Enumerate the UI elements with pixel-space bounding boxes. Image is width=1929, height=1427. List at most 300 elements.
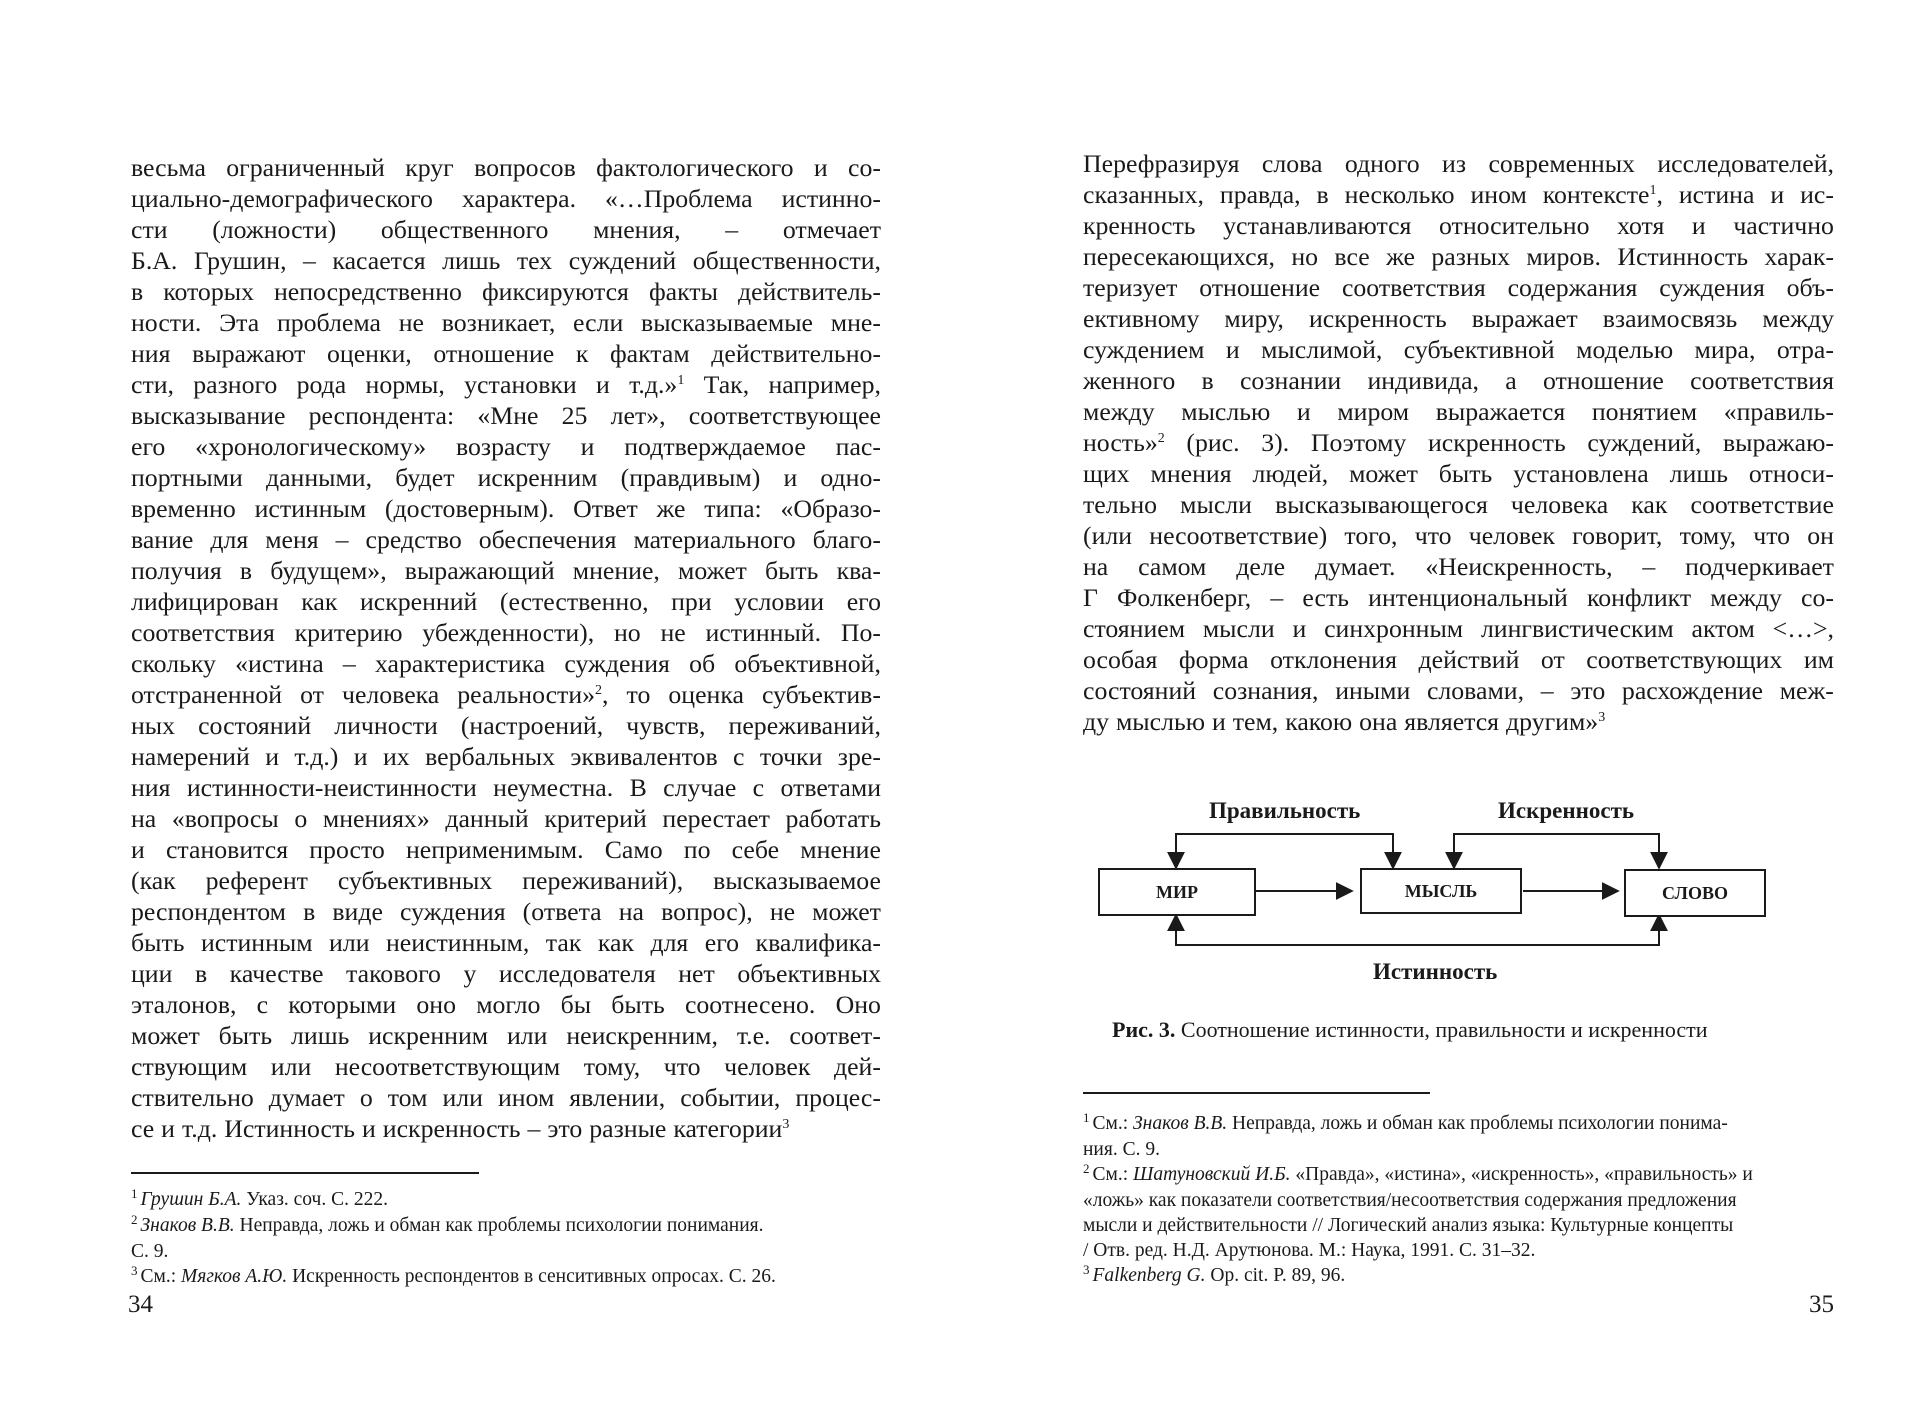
word: словами, (1426, 676, 1525, 705)
word: соответствия (1341, 273, 1486, 302)
footnote-marker: 3 (1598, 710, 1606, 725)
word: соответ- (789, 1021, 881, 1050)
word: мира, (1694, 335, 1756, 364)
word: искренний (359, 587, 478, 616)
word: Перефразируя (1083, 149, 1240, 178)
word: мнение (800, 835, 881, 864)
word: мнение, (572, 556, 660, 585)
word: с (733, 742, 745, 771)
word: для (210, 525, 249, 554)
word: временно (131, 494, 236, 523)
word: на (618, 897, 644, 926)
text-line (1083, 148, 1834, 179)
text-line (131, 307, 881, 338)
word: на (131, 804, 157, 833)
word: теризует (1083, 273, 1178, 302)
word: а (1505, 366, 1517, 395)
word: лишь (291, 1021, 350, 1050)
word: неприменимым. (405, 835, 584, 864)
word: получия (131, 556, 222, 585)
word: (или (1083, 521, 1133, 550)
word: его (846, 587, 881, 616)
text-line (1083, 458, 1834, 489)
word: оценки, (326, 339, 412, 368)
word: Фолкенберг, (1117, 583, 1252, 612)
word: на (1083, 552, 1109, 581)
text-line (131, 400, 881, 431)
word: синхронным (1324, 614, 1464, 643)
word: высказываемые (641, 308, 813, 337)
text-line (1083, 675, 1834, 706)
word: пересекающихся, (1083, 242, 1275, 271)
word: обеспечения (478, 525, 617, 554)
word: истинный. (705, 618, 822, 647)
word: соответствия (131, 618, 275, 647)
footnote-author: Знаков В.В. (1133, 1113, 1228, 1134)
word: – (1540, 676, 1554, 705)
arrow-correctness (1176, 834, 1393, 868)
word: суждений (568, 246, 677, 275)
word: тельно (1083, 490, 1158, 519)
word: от (1540, 645, 1565, 674)
word: становится (165, 835, 289, 864)
word: мыслью (1115, 707, 1206, 736)
word: сказанных, (1083, 180, 1204, 209)
footnote-number: 1 (131, 1186, 138, 1201)
word: переживаний, (728, 711, 881, 740)
box-world: МИР (1098, 868, 1256, 916)
word: критерию (294, 618, 403, 647)
word: ис- (1800, 180, 1834, 209)
footnote: мысли и действительности // Логический анализ языка: Культурные концепты (1083, 1215, 1734, 1236)
word: одно- (820, 463, 881, 492)
text-line (131, 183, 881, 214)
word: неистинным, (386, 928, 530, 957)
word: лингвистическим (1480, 614, 1674, 643)
word: вопросов (474, 153, 576, 182)
word: расхождение (1621, 676, 1764, 705)
word: разные (589, 1114, 667, 1143)
word: она (1359, 707, 1398, 736)
word: работать (785, 804, 881, 833)
word: эталонов, (131, 990, 237, 1019)
text-line (131, 989, 881, 1020)
word: иными (1335, 676, 1411, 705)
right-page (964, 0, 1929, 1427)
word: лифицирован (131, 587, 279, 616)
word: дей- (833, 1052, 881, 1081)
word: конфликт (1586, 583, 1692, 612)
word: Г (1083, 583, 1098, 612)
word: действительно- (711, 339, 881, 368)
word: данный (445, 804, 529, 833)
word: процес- (795, 1083, 881, 1112)
word: ответами (780, 773, 881, 802)
page-number: 35 (1809, 1291, 1834, 1318)
word: и (1292, 614, 1307, 643)
word: что (1414, 521, 1452, 550)
word: переживаний), (522, 866, 684, 895)
word: в (1316, 180, 1329, 209)
word: миром (1337, 397, 1410, 426)
word: может (1349, 459, 1418, 488)
word: подтверждаемое (624, 432, 806, 461)
text-line (131, 896, 881, 927)
word: соотнесено. (684, 990, 816, 1019)
word: факты (648, 277, 718, 306)
word: – (725, 215, 739, 244)
word: так (545, 928, 582, 957)
word: отношение (433, 339, 555, 368)
word: женного (1083, 366, 1176, 395)
text-line (1083, 241, 1834, 272)
word: – (527, 1114, 541, 1143)
word: т.д. (181, 1114, 218, 1143)
word: подчеркивает (1685, 552, 1834, 581)
word: истинно- (781, 184, 881, 213)
text-line (1083, 334, 1834, 365)
word: миров. (1526, 242, 1601, 271)
word: ции (131, 959, 173, 988)
word: одного (1344, 149, 1420, 178)
word: истинности-неистинности (186, 773, 477, 802)
word: или (442, 1083, 483, 1112)
word: современных (1488, 149, 1635, 178)
word: об (689, 649, 716, 678)
footnote: $^3$ См.: Мягков А.Ю. Искренность респондентов в сенситивных опросах. С. 26. (131, 1263, 776, 1287)
word: лишь (442, 246, 501, 275)
word: выражает (1471, 304, 1578, 333)
word: по (683, 835, 711, 864)
word: фактологического (596, 153, 794, 182)
word: касается (332, 246, 426, 275)
word: (естественно, (499, 587, 649, 616)
text-line (1083, 706, 1834, 737)
text-line (131, 214, 881, 245)
word: выражающий (404, 556, 555, 585)
word: Само (604, 835, 663, 864)
word: может (131, 1021, 200, 1050)
word: Эта (219, 308, 260, 337)
word: (настроений, (460, 711, 604, 740)
word: быть (131, 928, 185, 957)
footnote: $^1$ Грушин Б.А. Указ. соч. С. 222. (131, 1186, 388, 1210)
word: характера. (461, 184, 577, 213)
word: сознании (1239, 366, 1342, 395)
word: «Неискренность, (1425, 552, 1613, 581)
word: которых (163, 277, 254, 306)
text-line (1083, 520, 1834, 551)
word: ограниченный (226, 153, 385, 182)
word: может (678, 556, 747, 585)
word: и (1296, 397, 1311, 426)
word: слова (1261, 149, 1323, 178)
word: все (1334, 242, 1370, 271)
word: зре- (837, 742, 881, 771)
word: же (656, 494, 686, 523)
text-line (131, 586, 881, 617)
word: отмечает (782, 215, 881, 244)
text-line (1083, 272, 1834, 303)
word: типа: (704, 494, 762, 523)
word: условии (734, 587, 825, 616)
word: и (353, 742, 368, 771)
text-line (1083, 613, 1834, 644)
footnote-number: 3 (1083, 1262, 1090, 1277)
word: материального (633, 525, 796, 554)
word: объективной, (734, 649, 881, 678)
footnote: ния. С. 9. (1083, 1139, 1160, 1160)
word: 25 (561, 401, 588, 430)
word: просто (309, 835, 385, 864)
figure-caption (1112, 1017, 1708, 1043)
text-line (131, 648, 881, 679)
word: убежденности), (422, 618, 595, 647)
text-line (131, 276, 881, 307)
footnote-marker: 2 (1157, 431, 1165, 446)
text-line (1083, 551, 1834, 582)
left-footnotes (131, 1187, 881, 1290)
word: то (626, 680, 651, 709)
word: нет (678, 959, 715, 988)
footnote: $^2$ Знаков В.В. Неправда, ложь и обман как проблемы психологии понимания. (131, 1212, 764, 1236)
word: «Мне (477, 401, 539, 430)
text-line (131, 710, 881, 741)
word: и (265, 742, 280, 771)
word: исследователя (498, 959, 656, 988)
footnote-marker: 1 (677, 373, 685, 388)
text-line (131, 555, 881, 586)
word: быть (1438, 459, 1493, 488)
word: могло (476, 990, 541, 1019)
word: человек (724, 1052, 811, 1081)
word: намерений (131, 742, 250, 771)
word: искренность (1308, 304, 1447, 333)
footnote: «ложь» как показатели соответствия/несоответствия содержания предложения (1083, 1190, 1737, 1211)
word: тому, (1679, 521, 1737, 550)
word: щих (1083, 459, 1130, 488)
word: сти (131, 215, 168, 244)
word: действитель- (737, 277, 881, 306)
word: относительно (1438, 211, 1590, 240)
word: для (650, 928, 689, 957)
word: самом (1138, 552, 1207, 581)
text-line (1083, 179, 1834, 210)
word: высказываемое (713, 866, 881, 895)
word: со- (1801, 583, 1834, 612)
word: людей, (1252, 459, 1329, 488)
footnote: С. 9. (131, 1241, 169, 1262)
word: искренность (1427, 428, 1566, 457)
word: в (239, 556, 253, 585)
word: у (463, 959, 477, 988)
word: взаимосвязь (1602, 304, 1738, 333)
word: понятием (1591, 397, 1698, 426)
word: несколько (1344, 180, 1455, 209)
word: но (1291, 242, 1319, 271)
arrow-sincerity (1454, 834, 1659, 868)
word: ния (131, 773, 171, 802)
word: фиксируются (481, 277, 629, 306)
text-line (131, 772, 881, 803)
word: рода (296, 370, 347, 399)
word: действий (1418, 645, 1520, 674)
word: фактам (609, 339, 690, 368)
word: субъектив- (761, 680, 881, 709)
word: се (131, 1114, 155, 1143)
label-correctness: Правильность (1209, 798, 1361, 823)
word: с (752, 773, 765, 802)
word: его (131, 432, 166, 461)
footnote-marker: 2 (595, 683, 603, 698)
word: Б.А. (131, 246, 178, 275)
word: отстраненной (131, 680, 283, 709)
word: Истинность (1617, 242, 1749, 271)
word: личности (334, 711, 438, 740)
footnote-rule (1083, 1092, 1430, 1094)
word: в (303, 897, 316, 926)
word: респондента: (308, 401, 455, 430)
text-line (1083, 489, 1834, 520)
word: и (1225, 335, 1240, 364)
text-line (131, 152, 881, 183)
word: состояний (1083, 676, 1197, 705)
footnote-author: Знаков В.В. (140, 1215, 235, 1236)
word: и (161, 1114, 175, 1143)
box-thought: МЫСЛЬ (1360, 868, 1522, 914)
word: циально-демографического (131, 184, 433, 213)
word: соответствующих (1586, 645, 1783, 674)
word: Оно (835, 990, 881, 1019)
text-line (131, 462, 881, 493)
word: со- (848, 153, 881, 182)
text-line (131, 617, 881, 648)
word: эквивалентов (570, 742, 718, 771)
text-line (131, 741, 881, 772)
word: пас- (835, 432, 881, 461)
word: его (704, 928, 740, 957)
word: мнения (1150, 459, 1232, 488)
footnote-author: Falkenberg G. (1092, 1265, 1206, 1286)
footnote-number: 2 (1083, 1161, 1090, 1176)
word: суждения (564, 649, 670, 678)
word: их (383, 742, 410, 771)
word: человека (1510, 490, 1609, 519)
word: неискренним, (566, 1021, 718, 1050)
word: является (1404, 707, 1500, 736)
word: или (507, 1021, 548, 1050)
word: «Образо- (780, 494, 881, 523)
word: соответствующее (688, 401, 881, 430)
word: высказывание (131, 401, 286, 430)
text-line (131, 493, 881, 524)
word: «правиль- (1723, 397, 1834, 426)
word: «истина (235, 649, 324, 678)
word: но (613, 618, 641, 647)
word: ных (131, 711, 176, 740)
word: – (342, 649, 356, 678)
word: референт (205, 866, 308, 895)
word: событии, (680, 1083, 781, 1112)
word: истинным (200, 928, 313, 957)
word: (ответа (522, 897, 602, 926)
text-line (131, 1020, 881, 1051)
text-line (131, 834, 881, 865)
word: быть (611, 990, 665, 1019)
text-line (131, 338, 881, 369)
text-line (131, 431, 881, 462)
word: отношение (1542, 366, 1664, 395)
word: ду (1083, 707, 1110, 736)
word: критерий (544, 804, 647, 833)
word: Ответ (573, 494, 638, 523)
word: том (387, 1083, 428, 1112)
word: о (359, 1083, 373, 1112)
word: не (398, 308, 424, 337)
word: как (301, 587, 338, 616)
word: и (131, 835, 145, 864)
word: и (1211, 707, 1226, 736)
word: непосредственно (274, 277, 462, 306)
word: есть (1302, 583, 1350, 612)
word: или (270, 1052, 312, 1081)
word: и (783, 463, 798, 492)
word: явлении, (569, 1083, 666, 1112)
word: или (329, 928, 370, 957)
text-line (1083, 365, 1834, 396)
word: себе (731, 835, 780, 864)
word: суждением (1083, 335, 1205, 364)
word: не (769, 897, 796, 926)
word: скольку (131, 649, 216, 678)
word: лишь (1669, 459, 1728, 488)
word: если (573, 308, 624, 337)
word: высказывающегося (1275, 490, 1488, 519)
word: будущем», (270, 556, 387, 585)
word: сознания, (1212, 676, 1319, 705)
word: в (131, 277, 144, 306)
text-line (131, 1082, 881, 1113)
word: кренность (1083, 211, 1196, 240)
word: чувств, (626, 711, 706, 740)
footnote-author: Шатуновский И.Б. (1133, 1164, 1291, 1185)
word: относи- (1748, 459, 1834, 488)
word: Так, (703, 370, 750, 399)
word: разных (1431, 242, 1510, 271)
word: отра- (1776, 335, 1834, 364)
footnote: $^3$ Falkenberg G. Op. cit. P. 89, 96. (1083, 1262, 1346, 1286)
footnote-marker: 3 (782, 1117, 790, 1132)
word: – (1270, 583, 1284, 612)
word: искренним (477, 463, 598, 492)
word: и (1770, 180, 1785, 209)
word: тому, (583, 1052, 641, 1081)
word: весьма (131, 153, 206, 182)
word: Грушин, (193, 246, 287, 275)
text-line (131, 679, 881, 710)
footnote-number: 1 (1083, 1110, 1090, 1125)
word: виде (332, 897, 383, 926)
text-line (131, 1051, 881, 1082)
word: отношение (1199, 273, 1321, 302)
word: субъективных (337, 866, 493, 895)
word: неуместна. (493, 773, 614, 802)
word: перестает (662, 804, 770, 833)
word: меня (265, 525, 319, 554)
word: частично (1733, 211, 1834, 240)
word: например, (768, 370, 881, 399)
word: точки (759, 742, 823, 771)
